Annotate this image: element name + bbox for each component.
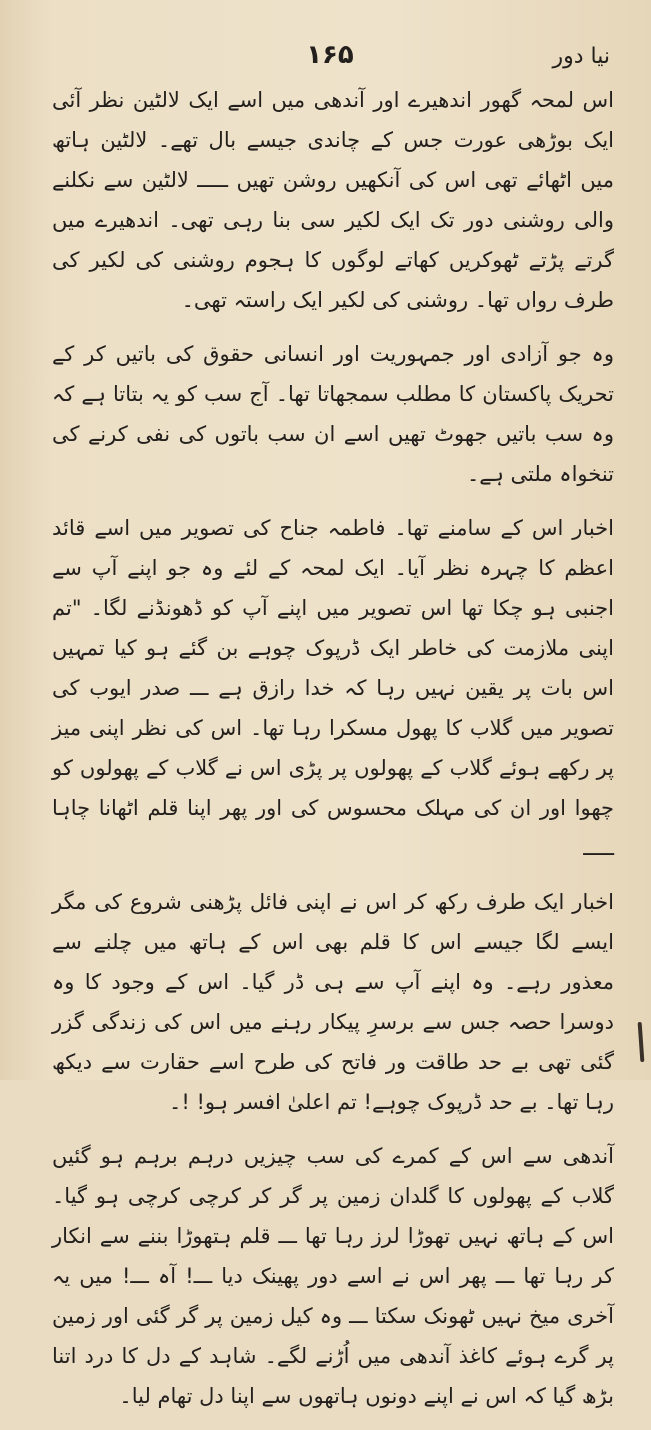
paragraph: اخبار ایک طرف رکھ کر اس نے اپنی فائل پڑھنی شروع کی مگر ایسے لگا جیسے اس کا قلم بھی اس کے ہاتھ میں چلنے سے معذور رہے۔ وہ اپنے آپ سے ہی ڈر گیا۔ اس کے وجود کا وہ دوسرا حصہ جس سے برسرِ پیکار رہنے میں اس کی زندگی گزر گئی تھی بے حد طاقت ور فاتح کی طرح اسے حقارت سے دیکھ رہا تھا۔ بے حد ڈرپوک چوہے! تم اعلیٰ افسر ہو! !۔: [52, 890, 614, 1114]
running-title: نیا دور: [552, 44, 610, 69]
page-header: [50, 40, 610, 76]
body-text: [52, 80, 614, 1430]
paragraph: اخبار اس کے سامنے تھا۔ فاطمہ جناح کی تصویر میں اسے قائد اعظم کا چہرہ نظر آیا۔ ایک لمحہ کے لئے وہ جو اپنے آپ سے اجنبی ہو چکا تھا اس تصویر میں اپنے آپ کو ڈھونڈنے لگا۔ "تم اپنی ملازمت کی خاطر ایک ڈرپوک چوہے بن گئے ہو کیا تمہیں اس بات پر یقین نہیں رہا کہ خدا رازق ہے ـــ صدر ایوب کی تصویر میں گلاب کا پھول مسکرا رہا تھا۔ اس کی نظر اپنی میز پر رکھے ہوئے گلاب کے پھولوں پر پڑی اس نے گلاب کے پھولوں کو چھوا اور ان کی مہلک محسوس کی اور پھر اپنا قلم اٹھانا چاہا ـــــ: [52, 516, 614, 860]
paragraph: اس لمحہ گھور اندھیرے اور آندھی میں اسے ایک لالٹین نظر آئی ایک بوڑھی عورت جس کے چاندی جیسے بال تھے۔ لالٹین ہاتھ میں اٹھائے تھی اس کی آنکھیں روشن تھیں ـــــ لالٹین سے نکلنے والی روشنی دور تک ایک لکیر سی بنا رہی تھی۔ اندھیرے میں گرتے پڑتے ٹھوکریں کھاتے لوگوں کا ہجوم روشنی کی لکیر کی طرف رواں تھا۔ روشنی کی لکیر ایک راستہ تھی۔: [52, 88, 614, 312]
page-edge-mark: [638, 1022, 645, 1062]
paragraph: وہ جو آزادی اور جمہوریت اور انسانی حقوق کی باتیں کر کے تحریک پاکستان کا مطلب سمجھاتا تھا۔ آج سب کو یہ بتاتا ہے کہ وہ سب باتیں جھوٹ تھیں اسے ان سب باتوں کی نفی کرنے کی تنخواہ ملتی ہے۔: [52, 342, 614, 486]
page-number: ۱۶۵: [306, 40, 354, 70]
paragraph: آندھی سے اس کے کمرے کی سب چیزیں درہم برہم ہو گئیں گلاب کے پھولوں کا گلدان زمین پر گر کر کرچی کرچی ہو گیا۔ اس کے ہاتھ نہیں تھوڑا لرز رہا تھا ـــ قلم ہتھوڑا بننے سے انکار کر رہا تھا ـــ پھر اس نے اسے دور پھینک دیا ـــ! آہ ـــ! میں یہ آخری میخ نہیں ٹھونک سکتا ـــ وہ کیل زمین پر گر گئی اور زمین پر گرے ہوئے کاغذ آندھی میں اُڑنے لگے۔ شاہد کے دل کا درد اتنا بڑھ گیا کہ اس نے اپنے دونوں ہاتھوں سے اپنا دل تھام لیا۔: [52, 1144, 614, 1408]
